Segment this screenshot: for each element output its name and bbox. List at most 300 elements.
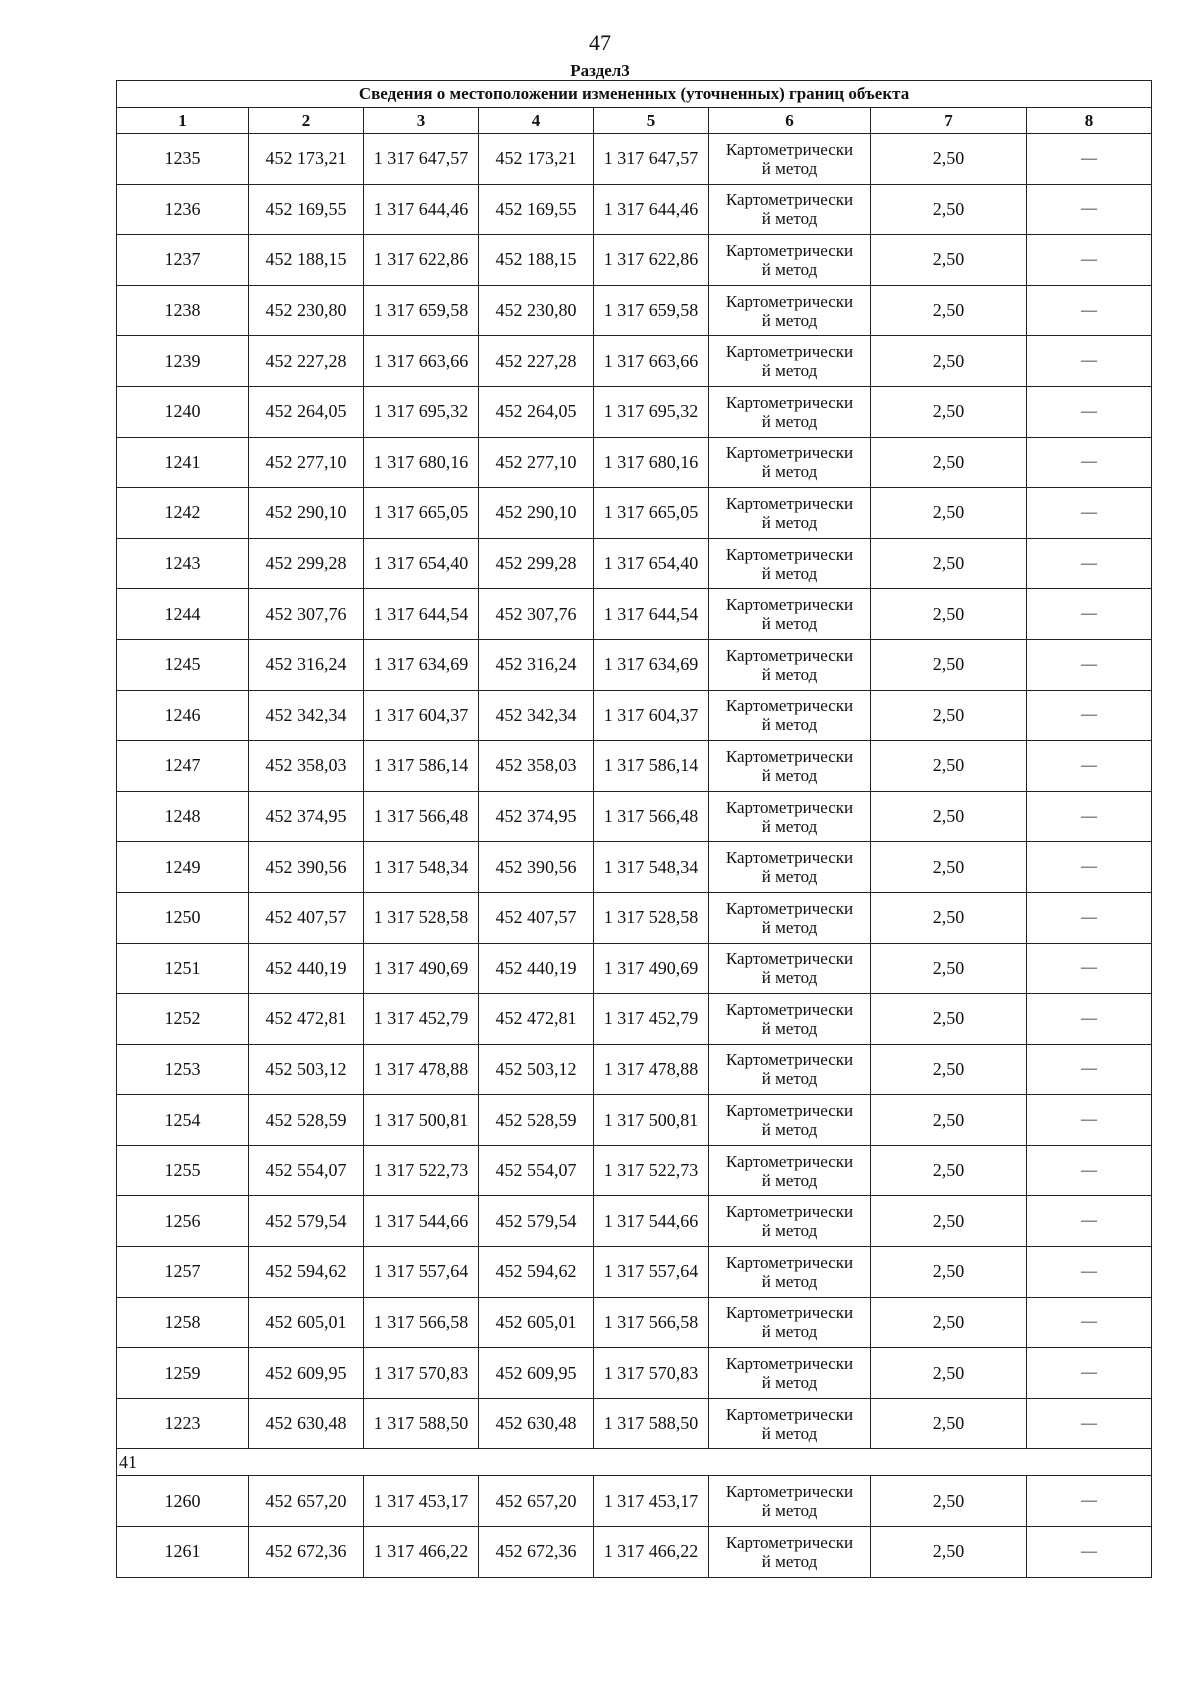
- note-cell: —: [1027, 589, 1152, 640]
- method-cell: [709, 285, 871, 336]
- x-existing-cell: 452 630,48: [249, 1398, 364, 1449]
- x-existing-cell: 452 227,28: [249, 336, 364, 387]
- y-refined-cell: 1 317 644,54: [594, 589, 709, 640]
- method-line-1: Картометрически: [725, 392, 854, 412]
- method-line-1: Картометрически: [725, 1532, 854, 1552]
- table-row: [117, 134, 1152, 185]
- y-existing-cell: 1 317 644,54: [364, 589, 479, 640]
- contour-separator-row: [117, 1449, 1152, 1476]
- y-refined-cell: 1 317 570,83: [594, 1348, 709, 1399]
- table-row: [117, 943, 1152, 994]
- note-cell: —: [1027, 1297, 1152, 1348]
- method-line-1: Картометрически: [725, 1101, 854, 1121]
- y-refined-cell: 1 317 665,05: [594, 488, 709, 539]
- y-existing-cell: 1 317 647,57: [364, 134, 479, 185]
- method-cell: [709, 1527, 871, 1578]
- x-refined-cell: 452 290,10: [479, 488, 594, 539]
- method-line-1: Картометрически: [725, 1404, 854, 1424]
- point-number-cell: 1257: [117, 1247, 249, 1298]
- table-row: [117, 639, 1152, 690]
- x-refined-cell: 452 390,56: [479, 842, 594, 893]
- note-cell: —: [1027, 1044, 1152, 1095]
- point-number-cell: 1244: [117, 589, 249, 640]
- method-line-2: й метод: [761, 765, 818, 785]
- column-number-6: 6: [709, 108, 871, 134]
- y-refined-cell: 1 317 490,69: [594, 943, 709, 994]
- x-existing-cell: 452 472,81: [249, 994, 364, 1045]
- method-cell: [709, 994, 871, 1045]
- boundary-coordinates-table: [116, 80, 1152, 1578]
- x-refined-cell: 452 657,20: [479, 1476, 594, 1527]
- accuracy-cell: 2,50: [871, 336, 1027, 387]
- x-refined-cell: 452 264,05: [479, 386, 594, 437]
- accuracy-cell: 2,50: [871, 1145, 1027, 1196]
- x-existing-cell: 452 264,05: [249, 386, 364, 437]
- table-row: [117, 336, 1152, 387]
- method-line-1: Картометрически: [725, 696, 854, 716]
- accuracy-cell: 2,50: [871, 589, 1027, 640]
- method-cell: [709, 1196, 871, 1247]
- y-refined-cell: 1 317 647,57: [594, 134, 709, 185]
- x-refined-cell: 452 672,36: [479, 1527, 594, 1578]
- x-existing-cell: 452 594,62: [249, 1247, 364, 1298]
- method-line-1: Картометрически: [725, 746, 854, 766]
- x-refined-cell: 452 374,95: [479, 791, 594, 842]
- method-line-1: Картометрически: [725, 898, 854, 918]
- y-refined-cell: 1 317 659,58: [594, 285, 709, 336]
- method-line-2: й метод: [761, 614, 818, 634]
- x-existing-cell: 452 299,28: [249, 538, 364, 589]
- x-existing-cell: 452 554,07: [249, 1145, 364, 1196]
- method-line-2: й метод: [761, 1373, 818, 1393]
- y-existing-cell: 1 317 586,14: [364, 741, 479, 792]
- method-line-1: Картометрически: [725, 1354, 854, 1374]
- y-refined-cell: 1 317 622,86: [594, 235, 709, 286]
- point-number-cell: 1235: [117, 134, 249, 185]
- point-number-cell: 1245: [117, 639, 249, 690]
- point-number-cell: 1261: [117, 1527, 249, 1578]
- y-existing-cell: 1 317 566,48: [364, 791, 479, 842]
- method-line-2: й метод: [761, 158, 818, 178]
- section-title: Раздел3: [570, 61, 630, 80]
- method-line-2: й метод: [761, 816, 818, 836]
- note-cell: —: [1027, 285, 1152, 336]
- note-cell: —: [1027, 741, 1152, 792]
- x-existing-cell: 452 609,95: [249, 1348, 364, 1399]
- method-cell: [709, 690, 871, 741]
- contour-label: 41: [117, 1449, 1152, 1476]
- accuracy-cell: 2,50: [871, 791, 1027, 842]
- point-number-cell: 1259: [117, 1348, 249, 1399]
- method-line-1: Картометрически: [725, 1482, 854, 1502]
- table-row: [117, 1476, 1152, 1527]
- method-line-2: й метод: [761, 664, 818, 684]
- x-existing-cell: 452 374,95: [249, 791, 364, 842]
- note-cell: —: [1027, 994, 1152, 1045]
- y-existing-cell: 1 317 622,86: [364, 235, 479, 286]
- y-existing-cell: 1 317 544,66: [364, 1196, 479, 1247]
- note-cell: —: [1027, 1145, 1152, 1196]
- table-row: [117, 184, 1152, 235]
- table-body: [117, 134, 1152, 1578]
- method-line-1: Картометрически: [725, 240, 854, 260]
- accuracy-cell: 2,50: [871, 134, 1027, 185]
- point-number-cell: 1237: [117, 235, 249, 286]
- note-cell: —: [1027, 184, 1152, 235]
- note-cell: —: [1027, 842, 1152, 893]
- y-existing-cell: 1 317 453,17: [364, 1476, 479, 1527]
- x-refined-cell: 452 528,59: [479, 1095, 594, 1146]
- x-existing-cell: 452 657,20: [249, 1476, 364, 1527]
- method-line-2: й метод: [761, 867, 818, 887]
- method-cell: [709, 842, 871, 893]
- accuracy-cell: 2,50: [871, 1044, 1027, 1095]
- accuracy-cell: 2,50: [871, 1476, 1027, 1527]
- y-refined-cell: 1 317 588,50: [594, 1398, 709, 1449]
- y-refined-cell: 1 317 695,32: [594, 386, 709, 437]
- point-number-cell: 1251: [117, 943, 249, 994]
- y-refined-cell: 1 317 522,73: [594, 1145, 709, 1196]
- x-refined-cell: 452 342,34: [479, 690, 594, 741]
- x-refined-cell: 452 407,57: [479, 892, 594, 943]
- y-refined-cell: 1 317 663,66: [594, 336, 709, 387]
- x-refined-cell: 452 472,81: [479, 994, 594, 1045]
- table-row: [117, 235, 1152, 286]
- x-refined-cell: 452 277,10: [479, 437, 594, 488]
- accuracy-cell: 2,50: [871, 1398, 1027, 1449]
- method-line-1: Картометрически: [725, 493, 854, 513]
- accuracy-cell: 2,50: [871, 994, 1027, 1045]
- point-number-cell: 1241: [117, 437, 249, 488]
- note-cell: —: [1027, 437, 1152, 488]
- method-line-1: Картометрически: [725, 544, 854, 564]
- method-cell: [709, 589, 871, 640]
- accuracy-cell: 2,50: [871, 1095, 1027, 1146]
- accuracy-cell: 2,50: [871, 386, 1027, 437]
- table-row: [117, 437, 1152, 488]
- x-existing-cell: 452 390,56: [249, 842, 364, 893]
- y-existing-cell: 1 317 570,83: [364, 1348, 479, 1399]
- method-line-2: й метод: [761, 1170, 818, 1190]
- y-refined-cell: 1 317 680,16: [594, 437, 709, 488]
- note-cell: —: [1027, 1348, 1152, 1399]
- x-existing-cell: 452 579,54: [249, 1196, 364, 1247]
- y-existing-cell: 1 317 452,79: [364, 994, 479, 1045]
- method-line-2: й метод: [761, 1221, 818, 1241]
- point-number-cell: 1238: [117, 285, 249, 336]
- x-existing-cell: 452 605,01: [249, 1297, 364, 1348]
- point-number-cell: 1239: [117, 336, 249, 387]
- y-existing-cell: 1 317 478,88: [364, 1044, 479, 1095]
- note-cell: —: [1027, 943, 1152, 994]
- method-line-1: Картометрически: [725, 342, 854, 362]
- y-existing-cell: 1 317 644,46: [364, 184, 479, 235]
- x-refined-cell: 452 630,48: [479, 1398, 594, 1449]
- point-number-cell: 1243: [117, 538, 249, 589]
- y-existing-cell: 1 317 663,66: [364, 336, 479, 387]
- y-refined-cell: 1 317 500,81: [594, 1095, 709, 1146]
- method-line-2: й метод: [761, 209, 818, 229]
- y-existing-cell: 1 317 490,69: [364, 943, 479, 994]
- table-row: [117, 589, 1152, 640]
- method-line-2: й метод: [761, 411, 818, 431]
- x-refined-cell: 452 605,01: [479, 1297, 594, 1348]
- y-refined-cell: 1 317 604,37: [594, 690, 709, 741]
- y-existing-cell: 1 317 695,32: [364, 386, 479, 437]
- x-existing-cell: 452 528,59: [249, 1095, 364, 1146]
- y-existing-cell: 1 317 557,64: [364, 1247, 479, 1298]
- method-line-2: й метод: [761, 259, 818, 279]
- method-line-1: Картометрически: [725, 949, 854, 969]
- y-existing-cell: 1 317 528,58: [364, 892, 479, 943]
- table-row: [117, 1044, 1152, 1095]
- table-row: [117, 1145, 1152, 1196]
- accuracy-cell: 2,50: [871, 538, 1027, 589]
- y-refined-cell: 1 317 644,46: [594, 184, 709, 235]
- method-cell: [709, 1145, 871, 1196]
- y-existing-cell: 1 317 665,05: [364, 488, 479, 539]
- accuracy-cell: 2,50: [871, 943, 1027, 994]
- table-row: [117, 741, 1152, 792]
- y-refined-cell: 1 317 548,34: [594, 842, 709, 893]
- point-number-cell: 1246: [117, 690, 249, 741]
- x-existing-cell: 452 440,19: [249, 943, 364, 994]
- table-row: [117, 1348, 1152, 1399]
- method-line-1: Картометрически: [725, 139, 854, 159]
- note-cell: —: [1027, 488, 1152, 539]
- table-row: [117, 791, 1152, 842]
- x-refined-cell: 452 307,76: [479, 589, 594, 640]
- method-cell: [709, 1297, 871, 1348]
- method-cell: [709, 134, 871, 185]
- accuracy-cell: 2,50: [871, 1527, 1027, 1578]
- method-cell: [709, 943, 871, 994]
- method-line-2: й метод: [761, 1069, 818, 1089]
- point-number-cell: 1260: [117, 1476, 249, 1527]
- method-line-1: Картометрически: [725, 190, 854, 210]
- note-cell: —: [1027, 791, 1152, 842]
- table-row: [117, 690, 1152, 741]
- x-refined-cell: 452 358,03: [479, 741, 594, 792]
- y-existing-cell: 1 317 634,69: [364, 639, 479, 690]
- y-existing-cell: 1 317 500,81: [364, 1095, 479, 1146]
- x-refined-cell: 452 316,24: [479, 639, 594, 690]
- y-refined-cell: 1 317 557,64: [594, 1247, 709, 1298]
- method-line-2: й метод: [761, 917, 818, 937]
- y-existing-cell: 1 317 680,16: [364, 437, 479, 488]
- table-row: [117, 1527, 1152, 1578]
- method-cell: [709, 488, 871, 539]
- y-refined-cell: 1 317 566,58: [594, 1297, 709, 1348]
- note-cell: —: [1027, 235, 1152, 286]
- method-cell: [709, 741, 871, 792]
- y-refined-cell: 1 317 452,79: [594, 994, 709, 1045]
- y-existing-cell: 1 317 604,37: [364, 690, 479, 741]
- point-number-cell: 1256: [117, 1196, 249, 1247]
- y-refined-cell: 1 317 544,66: [594, 1196, 709, 1247]
- table-row: [117, 488, 1152, 539]
- method-cell: [709, 892, 871, 943]
- note-cell: —: [1027, 1095, 1152, 1146]
- table-row: [117, 994, 1152, 1045]
- x-refined-cell: 452 440,19: [479, 943, 594, 994]
- point-number-cell: 1253: [117, 1044, 249, 1095]
- accuracy-cell: 2,50: [871, 488, 1027, 539]
- point-number-cell: 1254: [117, 1095, 249, 1146]
- method-line-1: Картометрически: [725, 999, 854, 1019]
- method-cell: [709, 184, 871, 235]
- accuracy-cell: 2,50: [871, 892, 1027, 943]
- accuracy-cell: 2,50: [871, 690, 1027, 741]
- y-existing-cell: 1 317 654,40: [364, 538, 479, 589]
- accuracy-cell: 2,50: [871, 437, 1027, 488]
- method-line-1: Картометрически: [725, 595, 854, 615]
- x-existing-cell: 452 503,12: [249, 1044, 364, 1095]
- method-line-2: й метод: [761, 1423, 818, 1443]
- column-number-8: 8: [1027, 108, 1152, 134]
- method-line-1: Картометрически: [725, 645, 854, 665]
- point-number-cell: 1255: [117, 1145, 249, 1196]
- method-line-1: Картометрически: [725, 443, 854, 463]
- method-line-2: й метод: [761, 462, 818, 482]
- table-row: [117, 386, 1152, 437]
- y-refined-cell: 1 317 528,58: [594, 892, 709, 943]
- note-cell: —: [1027, 639, 1152, 690]
- x-refined-cell: 452 188,15: [479, 235, 594, 286]
- method-cell: [709, 1476, 871, 1527]
- accuracy-cell: 2,50: [871, 639, 1027, 690]
- method-line-1: Картометрически: [725, 291, 854, 311]
- note-cell: —: [1027, 1527, 1152, 1578]
- column-number-7: 7: [871, 108, 1027, 134]
- note-cell: —: [1027, 386, 1152, 437]
- table-row: [117, 538, 1152, 589]
- method-line-2: й метод: [761, 563, 818, 583]
- method-line-2: й метод: [761, 1551, 818, 1571]
- method-line-2: й метод: [761, 968, 818, 988]
- note-cell: —: [1027, 892, 1152, 943]
- note-cell: —: [1027, 690, 1152, 741]
- x-existing-cell: 452 307,76: [249, 589, 364, 640]
- method-line-1: Картометрически: [725, 1303, 854, 1323]
- method-line-1: Картометрически: [725, 1050, 854, 1070]
- method-cell: [709, 1044, 871, 1095]
- accuracy-cell: 2,50: [871, 235, 1027, 286]
- x-refined-cell: 452 227,28: [479, 336, 594, 387]
- accuracy-cell: 2,50: [871, 184, 1027, 235]
- accuracy-cell: 2,50: [871, 1247, 1027, 1298]
- table-row: [117, 1297, 1152, 1348]
- x-existing-cell: 452 173,21: [249, 134, 364, 185]
- method-cell: [709, 639, 871, 690]
- x-refined-cell: 452 299,28: [479, 538, 594, 589]
- table-row: [117, 1247, 1152, 1298]
- table-row: [117, 1398, 1152, 1449]
- column-number-2: 2: [249, 108, 364, 134]
- x-refined-cell: 452 173,21: [479, 134, 594, 185]
- x-refined-cell: 452 554,07: [479, 1145, 594, 1196]
- point-number-cell: 1252: [117, 994, 249, 1045]
- method-line-1: Картометрически: [725, 797, 854, 817]
- method-cell: [709, 1348, 871, 1399]
- note-cell: —: [1027, 1247, 1152, 1298]
- x-refined-cell: 452 169,55: [479, 184, 594, 235]
- x-refined-cell: 452 230,80: [479, 285, 594, 336]
- method-cell: [709, 386, 871, 437]
- method-line-2: й метод: [761, 1271, 818, 1291]
- x-existing-cell: 452 316,24: [249, 639, 364, 690]
- y-refined-cell: 1 317 478,88: [594, 1044, 709, 1095]
- point-number-cell: 1223: [117, 1398, 249, 1449]
- table-row: [117, 892, 1152, 943]
- table-caption: Сведения о местоположении измененных (уточненных) границ объекта: [117, 81, 1152, 108]
- accuracy-cell: 2,50: [871, 1297, 1027, 1348]
- column-number-5: 5: [594, 108, 709, 134]
- method-cell: [709, 538, 871, 589]
- accuracy-cell: 2,50: [871, 842, 1027, 893]
- y-refined-cell: 1 317 586,14: [594, 741, 709, 792]
- x-existing-cell: 452 290,10: [249, 488, 364, 539]
- note-cell: —: [1027, 134, 1152, 185]
- x-existing-cell: 452 169,55: [249, 184, 364, 235]
- method-line-1: Картометрически: [725, 848, 854, 868]
- table-row: [117, 842, 1152, 893]
- column-number-4: 4: [479, 108, 594, 134]
- note-cell: —: [1027, 1196, 1152, 1247]
- method-cell: [709, 235, 871, 286]
- accuracy-cell: 2,50: [871, 741, 1027, 792]
- y-existing-cell: 1 317 466,22: [364, 1527, 479, 1578]
- point-number-cell: 1240: [117, 386, 249, 437]
- point-number-cell: 1250: [117, 892, 249, 943]
- method-cell: [709, 1095, 871, 1146]
- column-number-1: 1: [117, 108, 249, 134]
- method-line-2: й метод: [761, 1501, 818, 1521]
- accuracy-cell: 2,50: [871, 1196, 1027, 1247]
- note-cell: —: [1027, 1398, 1152, 1449]
- x-existing-cell: 452 230,80: [249, 285, 364, 336]
- method-cell: [709, 437, 871, 488]
- x-existing-cell: 452 188,15: [249, 235, 364, 286]
- y-refined-cell: 1 317 453,17: [594, 1476, 709, 1527]
- point-number-cell: 1248: [117, 791, 249, 842]
- point-number-cell: 1247: [117, 741, 249, 792]
- method-line-2: й метод: [761, 1120, 818, 1140]
- x-refined-cell: 452 503,12: [479, 1044, 594, 1095]
- page-number: 47: [589, 30, 611, 55]
- method-line-1: Картометрически: [725, 1151, 854, 1171]
- method-cell: [709, 1247, 871, 1298]
- y-refined-cell: 1 317 566,48: [594, 791, 709, 842]
- method-cell: [709, 791, 871, 842]
- y-existing-cell: 1 317 659,58: [364, 285, 479, 336]
- y-refined-cell: 1 317 466,22: [594, 1527, 709, 1578]
- method-line-2: й метод: [761, 1322, 818, 1342]
- table-row: [117, 1095, 1152, 1146]
- y-existing-cell: 1 317 588,50: [364, 1398, 479, 1449]
- x-existing-cell: 452 407,57: [249, 892, 364, 943]
- method-line-2: й метод: [761, 310, 818, 330]
- x-existing-cell: 452 672,36: [249, 1527, 364, 1578]
- method-cell: [709, 1398, 871, 1449]
- method-line-1: Картометрически: [725, 1252, 854, 1272]
- column-number-3: 3: [364, 108, 479, 134]
- accuracy-cell: 2,50: [871, 1348, 1027, 1399]
- note-cell: —: [1027, 336, 1152, 387]
- note-cell: —: [1027, 538, 1152, 589]
- method-line-2: й метод: [761, 361, 818, 381]
- x-refined-cell: 452 609,95: [479, 1348, 594, 1399]
